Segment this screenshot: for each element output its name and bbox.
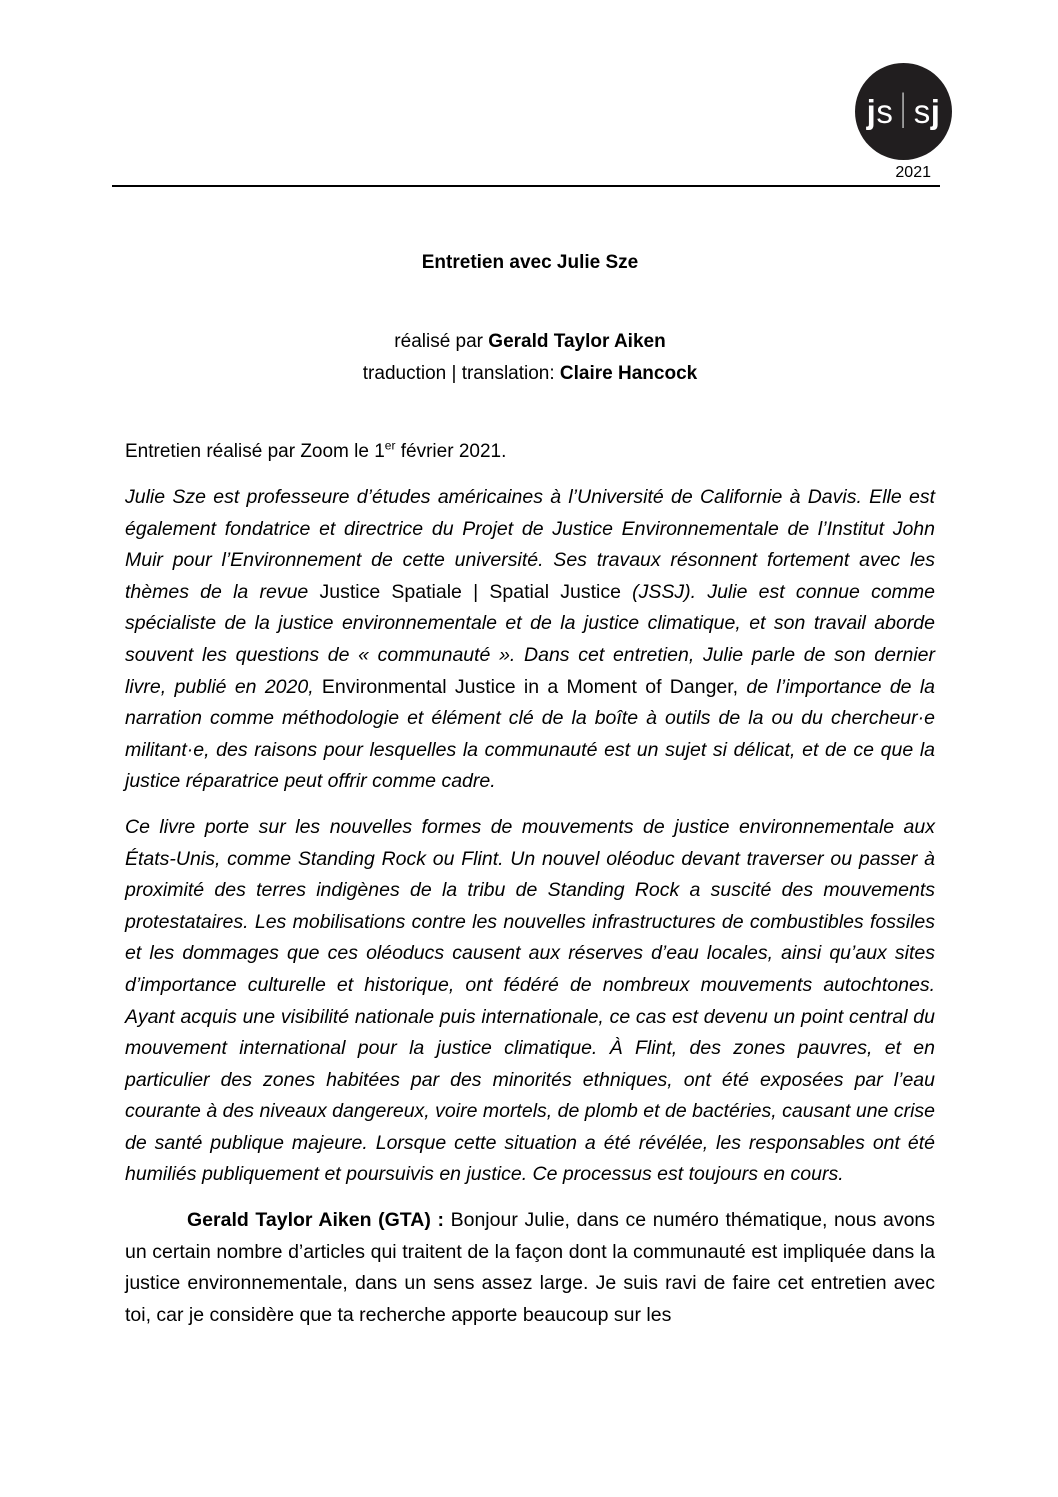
paragraph-intro-book: Ce livre porte sur les nouvelles formes de mouvements de justice environnementale aux États-Unis, comme Standing Rock ou Flint. Un nouvel oléoduc devant traverser ou passer à proximité des terres indigènes de la tribu de Standing Rock a suscité des mouvements protestataires. Les mobilisations contre les nouvelles infrastructures de combustibles fossiles et les dommages que ces oléoducs causent aux réserves d’eau locales, ainsi qu’aux sites d’importance culturelle et historique, ont fédéré de nombreux mouvements autochtones. Ayant acquis une visibilité nationale puis internationale, ce cas est devenu un point central du mouvement international pour la justice climatique. À Flint, des zones pauvres, et en particulier des zones habitées par des minorités ethniques, ont été exposées par l’eau courante à des niveaux dangereux, voire mortels, de plomb et de bactéries, causant une crise de santé publique majeure. Lorsque cette situation a été révélée, les responsables ont été humiliés publiquement et poursuivis en justice. Ce processus est toujours en cours.: [125, 815, 935, 1186]
jssj-logo: j s | s j: [855, 63, 952, 160]
byline-translation: traduction | translation: Claire Hancock: [362, 363, 698, 384]
date-line: Entretien réalisé par Zoom le 1er février 2021.: [125, 438, 507, 462]
paragraph-gta-question: Gerald Taylor Aiken (GTA) : Bonjour Julie, dans ce numéro thématique, nous avons un certain nombre d’articles qui traitent de la façon dont la communauté est impliquée dans la justice environnementale, dans un sens assez large. Je suis ravi de faire cet entretien avec toi, car je considère que ta recherche apporte beaucoup sur les: [125, 1209, 936, 1326]
byline-author: réalisé par Gerald Taylor Aiken: [394, 331, 666, 352]
year-label: 2021: [895, 164, 931, 181]
article-body: [125, 0, 935, 1331]
paragraph-intro-bio: Julie Sze est professeure d’études américaines à l’Université de Californie à Davis. Elle est également fondatrice et directrice du Projet de Justice Environnementale de l’Institut John Muir pour l’Environnement de cette université. Ses travaux résonnent fortement avec les thèmes de la revue Justice Spatiale | Spatial Justice (JSSJ). Julie est connue comme spécialiste de la justice environnementale et de la justice climatique, et son travail aborde souvent les questions de « communauté ». Dans cet entretien, Julie parle de son dernier livre, publié en 2020, Environmental Justice in a Moment of Danger, de l’importance de la narration comme méthodologie et élément clé de la boîte à outils de la ou du chercheur·e militant·e, des raisons pour lesquelles la communauté est un sujet si délicat, et de ce que la justice réparatrice peut offrir comme cadre.: [125, 486, 936, 793]
article-title: Entretien avec Julie Sze: [421, 252, 639, 273]
